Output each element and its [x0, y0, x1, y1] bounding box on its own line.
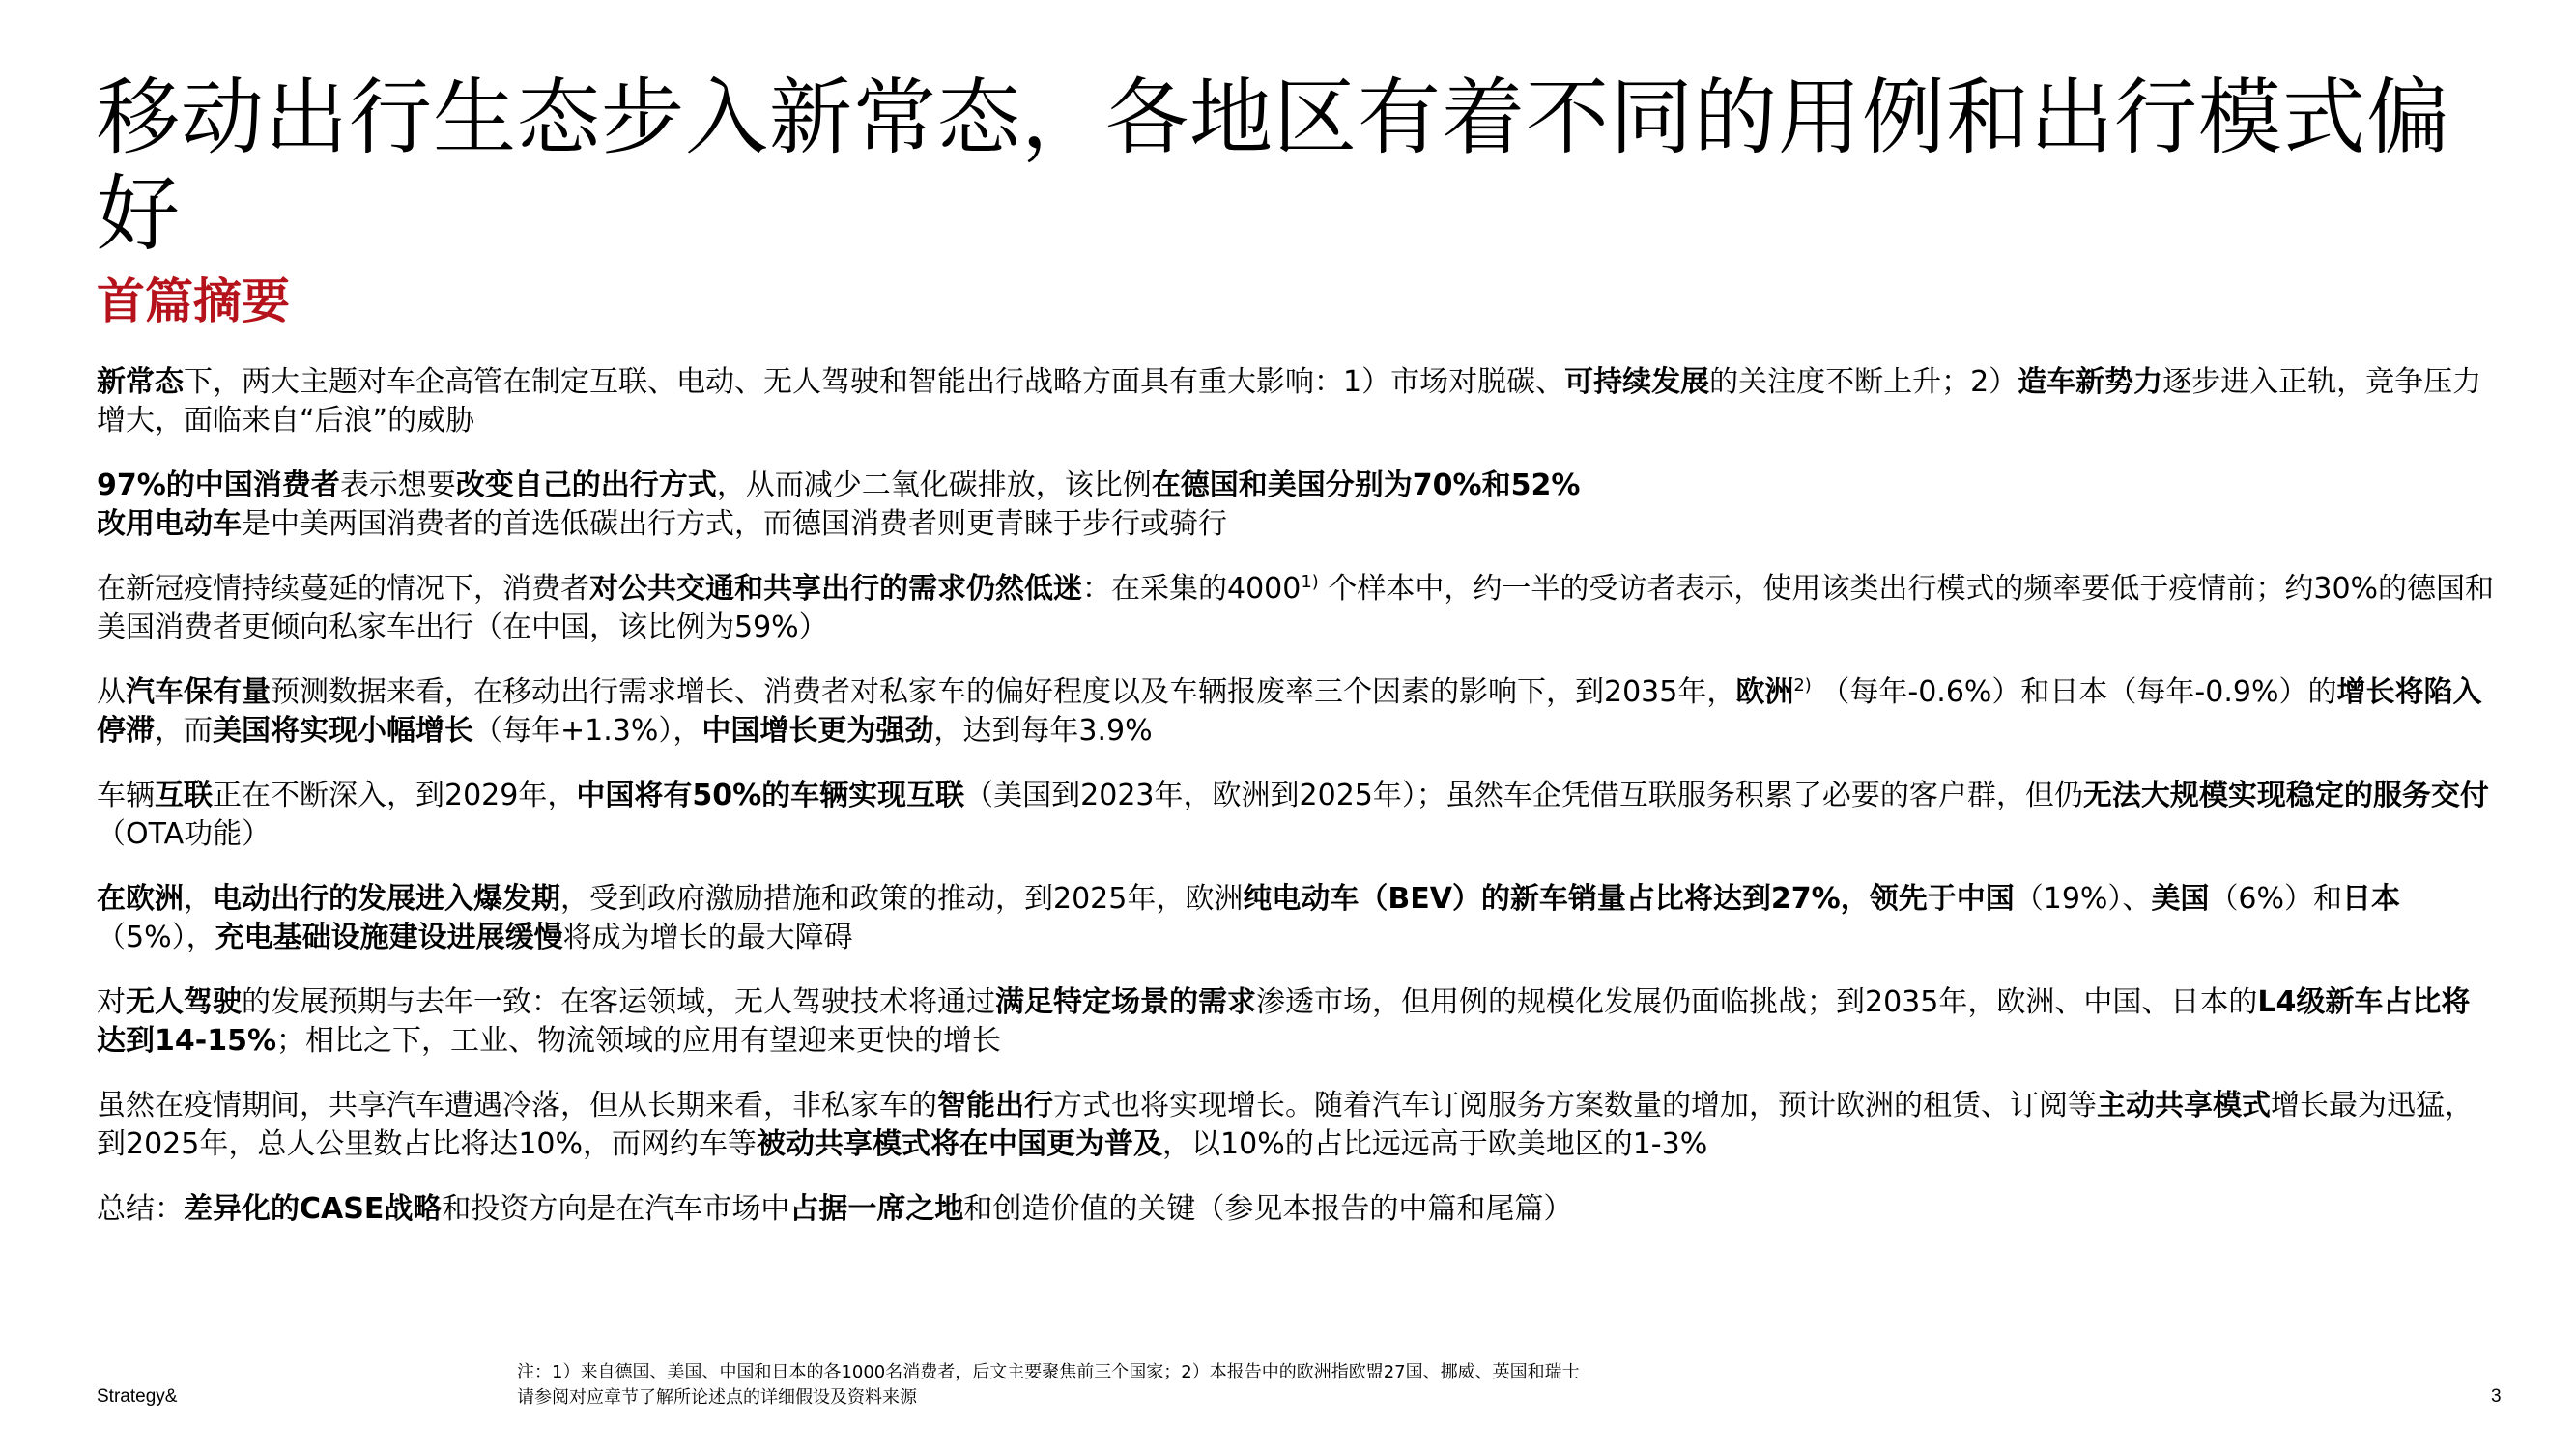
text-run: 从	[97, 675, 126, 709]
bold-text: 可持续发展	[1564, 365, 1710, 399]
text-run: （6%）和	[2209, 882, 2343, 916]
text-run: （5%），	[97, 921, 215, 954]
summary-body	[97, 363, 2498, 1255]
summary-paragraph	[97, 777, 2498, 854]
bold-text: 纯电动车（BEV）的新车销量占比将达到27%，领先于中国	[1243, 882, 2015, 916]
brand-logo-text: Strategy&	[97, 1386, 178, 1406]
text-run: ：在采集的4000	[1082, 572, 1302, 606]
footnotes	[517, 1360, 2160, 1410]
bold-text: 汽车保有量	[126, 675, 271, 709]
bold-text: 主动共享模式	[2097, 1089, 2271, 1122]
bold-text: 欧洲	[1735, 675, 1794, 709]
bold-text: 充电基础设施建设进展缓慢	[215, 921, 563, 954]
text-run: 逐步进入正轨，竞争压力增大，面临来自“后浪”的威胁	[97, 365, 2482, 438]
text-run: 增长最为迅猛，到2025年，总人公里数占比将达10%，而网约车等	[97, 1089, 2474, 1161]
text-run: （每年-0.6%）和日本（每年-0.9%）的	[1811, 675, 2337, 709]
bold-text: 改用电动车	[97, 507, 242, 541]
footnote-source-line: 请参阅对应章节了解所论述点的详细假设及资料来源	[517, 1387, 917, 1407]
text-run: 将成为增长的最大障碍	[562, 921, 853, 954]
section-subtitle: 首篇摘要	[97, 273, 290, 329]
text-run: （OTA功能）	[97, 817, 272, 851]
footnote-ref: 1)	[1301, 572, 1319, 592]
footnote-ref: 2)	[1793, 675, 1812, 696]
summary-paragraph	[97, 363, 2498, 440]
summary-paragraph	[97, 1087, 2498, 1164]
summary-paragraph	[97, 570, 2498, 647]
text-run: 正在不断深入，到2029年，	[213, 779, 577, 812]
bold-text: 造车新势力	[2018, 365, 2163, 399]
bold-text: 被动共享模式将在中国更为普及	[757, 1127, 1163, 1161]
footnote-line: 注：1）来自德国、美国、中国和日本的各1000名消费者，后文主要聚焦前三个国家；2）本报告中的欧洲指欧盟27国、挪威、英国和瑞士	[517, 1362, 1580, 1382]
text-run: 虽然在疫情期间，共享汽车遭遇冷落，但从长期来看，非私家车的	[97, 1089, 937, 1122]
text-run: 下，两大主题对车企高管在制定互联、电动、无人驾驶和智能出行战略方面具有重大影响：1）市场对脱碳、	[184, 365, 1565, 399]
bold-text: 日本	[2342, 882, 2401, 916]
page-number: 3	[2491, 1386, 2502, 1406]
bold-text: 满足特定场景的需求	[995, 985, 1256, 1019]
bold-text: 中国将有50%的车辆实现互联	[576, 779, 965, 812]
page-title: 移动出行生态步入新常态，各地区有着不同的用例和出行模式偏好	[97, 70, 2450, 263]
bold-text: 无人驾驶	[126, 985, 242, 1019]
text-run: 是中美两国消费者的首选低碳出行方式，而德国消费者则更青睐于步行或骑行	[242, 507, 1227, 541]
text-run: ，以10%的占比远远高于欧美地区的1-3%	[1162, 1127, 1708, 1161]
bold-text: 占据一席之地	[789, 1192, 964, 1226]
text-run: 表示想要	[339, 469, 456, 502]
bold-text: 增长将陷入停滞	[97, 675, 2482, 748]
bold-text: 在欧洲	[97, 882, 184, 916]
bold-text: L4级新车占比将达到14-15%	[97, 985, 2471, 1058]
bold-text: 互联	[155, 779, 213, 812]
summary-paragraph	[97, 467, 2498, 544]
text-run: ，从而减少二氧化碳排放，该比例	[716, 469, 1152, 502]
bold-text: 新常态	[97, 365, 184, 399]
bold-text: 差异化的CASE战略	[184, 1192, 443, 1226]
bold-text: 中国增长更为强劲	[701, 714, 934, 748]
text-run: 的发展预期与去年一致：在客运领域，无人驾驶技术将通过	[242, 985, 995, 1019]
bold-text: 美国	[2151, 882, 2210, 916]
summary-paragraph	[97, 880, 2498, 957]
text-run: ；相比之下，工业、物流领域的应用有望迎来更快的增长	[276, 1024, 1002, 1058]
text-run: ，受到政府激励措施和政策的推动，到2025年，欧洲	[560, 882, 1244, 916]
bold-text: 无法大规模实现稳定的服务交付	[2082, 779, 2489, 812]
text-run: 车辆	[97, 779, 155, 812]
bold-text: 在德国和美国分别为70%和52%	[1151, 469, 1581, 502]
text-run: 和创造价值的关键（参见本报告的中篇和尾篇）	[963, 1192, 1573, 1226]
text-run: 在新冠疫情持续蔓延的情况下，消费者	[97, 572, 589, 606]
text-run: （19%）、	[2014, 882, 2152, 916]
summary-paragraph	[97, 1190, 2498, 1229]
text-run: 方式也将实现增长。随着汽车订阅服务方案数量的增加，预计欧洲的租赁、订阅等	[1053, 1089, 2097, 1122]
text-run: 预测数据来看，在移动出行需求增长、消费者对私家车的偏好程度以及车辆报废率三个因素的影响下，到2035年，	[271, 675, 1736, 709]
text-run: ，而	[155, 714, 213, 748]
text-run: ，	[184, 882, 213, 916]
bold-text: 智能出行	[937, 1089, 1053, 1122]
bold-text: 电动出行的发展进入爆发期	[213, 882, 560, 916]
bold-text: 美国将实现小幅增长	[213, 714, 473, 748]
text-run: 对	[97, 985, 126, 1019]
text-run: 个样本中，约一半的受访者表示，使用该类出行模式的频率要低于疫情前；约30%的德国和美国消费者更倾向私家车出行（在中国，该比例为59%）	[97, 572, 2495, 644]
bold-text: 对公共交通和共享出行的需求仍然低迷	[589, 572, 1082, 606]
text-run: ，达到每年3.9%	[933, 714, 1153, 748]
bold-text: 97%的中国消费者	[97, 469, 340, 502]
text-run: 的关注度不断上升；2）	[1709, 365, 2018, 399]
text-run: 和投资方向是在汽车市场中	[442, 1192, 790, 1226]
text-run: 总结：	[97, 1192, 184, 1226]
text-run: （美国到2023年，欧洲到2025年）；虽然车企凭借互联服务积累了必要的客户群，但仍	[964, 779, 2083, 812]
summary-paragraph	[97, 983, 2498, 1061]
summary-paragraph	[97, 673, 2498, 751]
bold-text: 改变自己的出行方式	[455, 469, 717, 502]
text-run: 渗透市场，但用例的规模化发展仍面临挑战；到2035年，欧洲、中国、日本的	[1256, 985, 2258, 1019]
text-run: （每年+1.3%），	[473, 714, 702, 748]
